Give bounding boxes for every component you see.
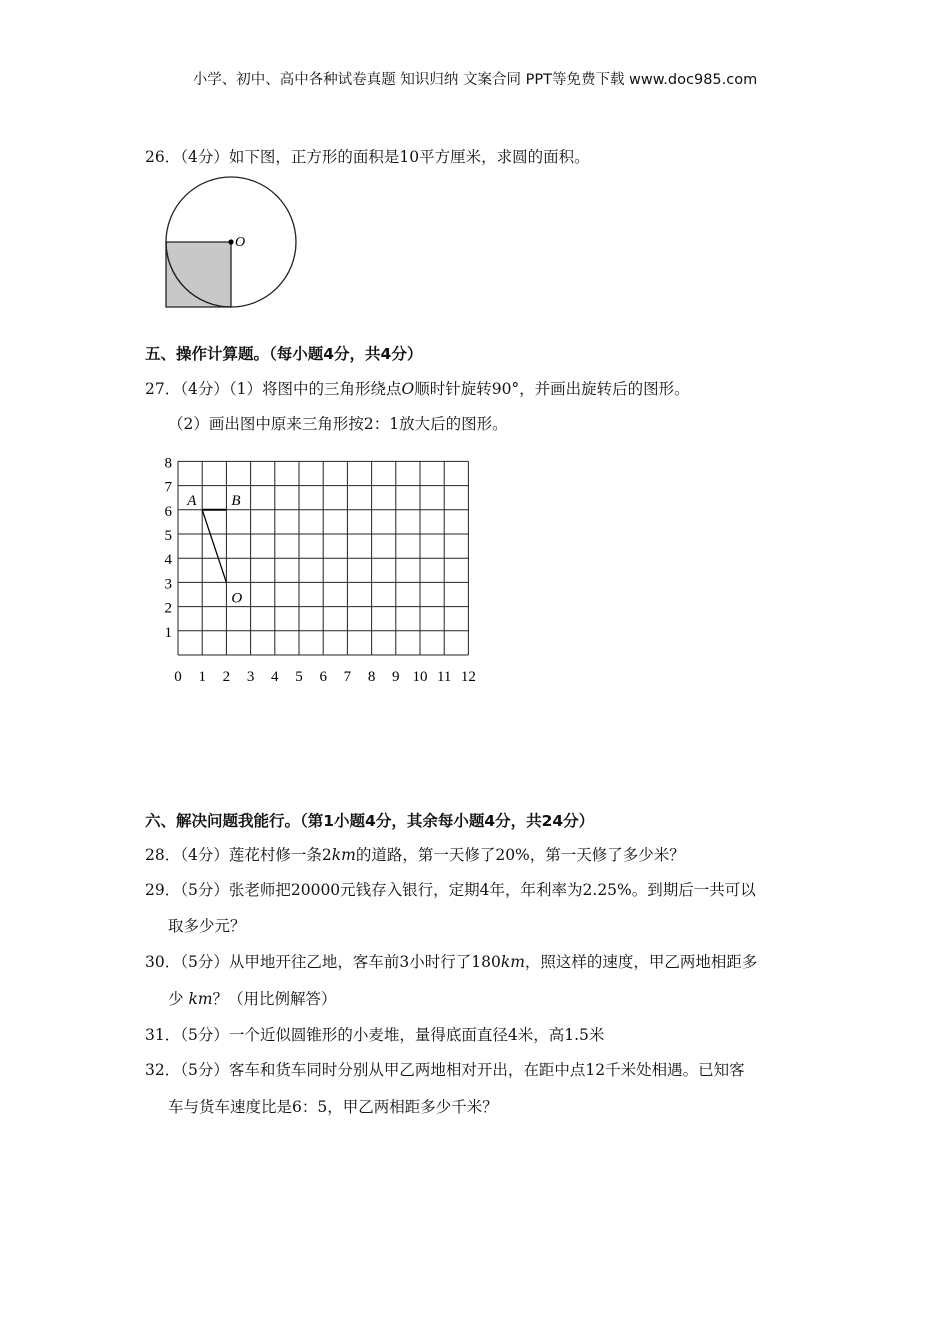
y-tick-label: 6 [164,503,172,520]
coordinate-grid [158,450,488,685]
y-tick-label: 7 [164,479,172,496]
x-tick-label: 9 [392,669,400,685]
question-30 [145,950,757,972]
question-text-a: 从甲地开往乙地，客车前3小时行了180 [228,953,501,971]
x-tick-label: 1 [198,669,206,685]
center-label: O [235,235,246,250]
x-tick-label: 11 [436,669,452,685]
x-tick-label: 3 [246,669,255,685]
point-label-b: B [231,492,241,509]
y-tick-label: 2 [164,600,172,617]
unit-km: km [500,953,525,971]
question-28 [145,843,685,865]
question-score: （5分） [180,1026,229,1044]
question-32 [145,1058,745,1080]
question-number: 26． [145,148,181,166]
x-tick-label: 8 [367,669,376,685]
x-tick-label: 4 [271,669,279,685]
question-29-line2: 取多少元？ [168,917,246,935]
question-score: （4分） [180,148,229,166]
shaded-square [166,242,231,307]
line2-text-b: ？（用比例解答） [212,990,337,1008]
y-tick-label: 1 [164,624,172,641]
question-number: 32． [145,1061,181,1079]
question-32-line2: 车与货车速度比是6：5，甲乙两相距多少千米？ [168,1098,498,1116]
page-header: 小学、初中、高中各种试卷真题 知识归纳 文案合同 PPT等免费下载 www.doc985.com [192,72,758,88]
x-tick-label: 0 [174,669,182,685]
y-tick-label: 4 [164,552,172,569]
question-number: 30． [145,953,181,971]
question-score: （5分） [180,1061,229,1079]
x-tick-label: 2 [222,669,231,685]
question-score: （4分） [180,380,229,398]
question-text-b: 的道路，第一天修了20%，第一天修了多少米？ [355,846,685,864]
question-31 [145,1023,604,1045]
question-26 [145,145,590,167]
point-o-label: O [401,380,415,398]
section-5-title: 五、操作计算题。（每小题4分，共4分） [145,345,423,363]
question-text-a: 莲花村修一条2 [228,846,332,864]
question-27-part2: （2）画出图中原来三角形按2：1放大后的图形。 [168,415,508,433]
question-29 [145,878,756,900]
center-point [228,239,233,244]
unit-km: km [188,990,213,1008]
x-tick-label: 5 [295,669,303,685]
triangle-edge [202,510,226,583]
question-text-a: （1）将图中的三角形绕点 [228,380,402,398]
circle-square-figure [160,172,305,317]
y-tick-label: 3 [164,576,172,593]
x-tick-label: 7 [343,669,352,685]
question-text: 一个近似圆锥形的小麦堆，量得底面直径4米，高1.5米 [228,1026,605,1044]
line2-text-a: 少 [168,990,184,1008]
question-number: 31． [145,1026,181,1044]
section-6-title: 六、解决问题我能行。（第1小题4分，其余每小题4分，共24分） [145,812,595,830]
question-text: 如下图，正方形的面积是10平方厘米，求圆的面积。 [228,148,590,166]
question-text: 客车和货车同时分别从甲乙两地相对开出，在距中点12千米处相遇。已知客 [228,1061,745,1079]
question-number: 28． [145,846,181,864]
y-tick-label: 8 [164,455,172,472]
y-axis-ticks [165,455,173,640]
x-tick-label: 10 [412,669,428,685]
x-tick-label: 6 [319,669,327,685]
y-tick-label: 5 [164,528,172,544]
question-score: （5分） [180,953,229,971]
question-score: （5分） [180,881,229,899]
question-score: （4分） [180,846,229,864]
question-text-b: 顺时针旋转90°，并画出旋转后的图形。 [414,380,690,398]
question-number: 27． [145,380,181,398]
unit-km: km [331,846,356,864]
question-27 [145,377,690,399]
question-text-b: ，照这样的速度，甲乙两地相距多 [524,953,758,971]
point-label-o: O [231,590,243,607]
question-text: 张老师把20000元钱存入银行，定期4年，年利率为2.25%。到期后一共可以 [228,881,756,899]
question-30-line2 [168,987,337,1009]
point-label-a: A [187,492,197,509]
question-number: 29． [145,881,181,899]
x-axis-ticks [174,669,476,685]
grid-lines [178,461,468,655]
x-tick-label: 12 [460,669,476,685]
